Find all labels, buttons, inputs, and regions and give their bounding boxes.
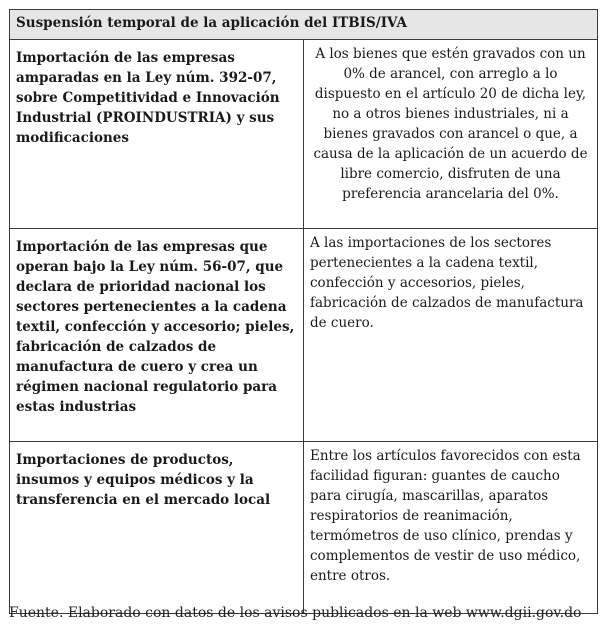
- row-3-regime: Importaciones de productos, insumos y equipos médicos y la transferencia en el mercado local: [10, 442, 304, 614]
- row-3-scope: Entre los artículos favorecidos con esta facilidad figuran: guantes de caucho para cirugía, mascarillas, aparatos respiratorios de reanimación, termómetros de uso clínico, prendas y complementos de vestir de uso médico, entre otros.: [304, 442, 598, 614]
- table-row: [10, 40, 598, 229]
- row-2-scope: A las importaciones de los sectores pertenecientes a la cadena textil, confección y accesorios, pieles, fabricación de calzados de manufactura de cuero.: [304, 229, 598, 442]
- row-2-regime: Importación de las empresas que operan bajo la Ley núm. 56-07, que declara de prioridad nacional los sectores pertenecientes a la cadena textil, confección y accesorio; pieles, fabricación de calzados de manufactura de cuero y crea un régimen nacional regulatorio para estas industrias: [10, 229, 304, 442]
- row-1-regime: Importación de las empresas amparadas en la Ley núm. 392-07, sobre Competitividad e Innovación Industrial (PROINDUSTRIA) y sus modificaciones: [10, 40, 304, 229]
- table-row: [10, 442, 598, 614]
- table-row: [10, 229, 598, 442]
- itbis-suspension-table: [9, 9, 598, 614]
- table-title: Suspensión temporal de la aplicación del ITBIS/IVA: [10, 10, 598, 40]
- table-header-row: [10, 10, 598, 40]
- row-1-scope: A los bienes que estén gravados con un 0% de arancel, con arreglo a lo dispuesto en el artículo 20 de dicha ley, no a otros bienes industriales, ni a bienes gravados con arancel o que, a causa de la aplicación de un acuerdo de libre comercio, disfruten de una preferencia arancelaria del 0%.: [304, 40, 598, 229]
- source-note: Fuente. Elaborado con datos de los avisos publicados en la web www.dgii.gov.do: [9, 605, 582, 621]
